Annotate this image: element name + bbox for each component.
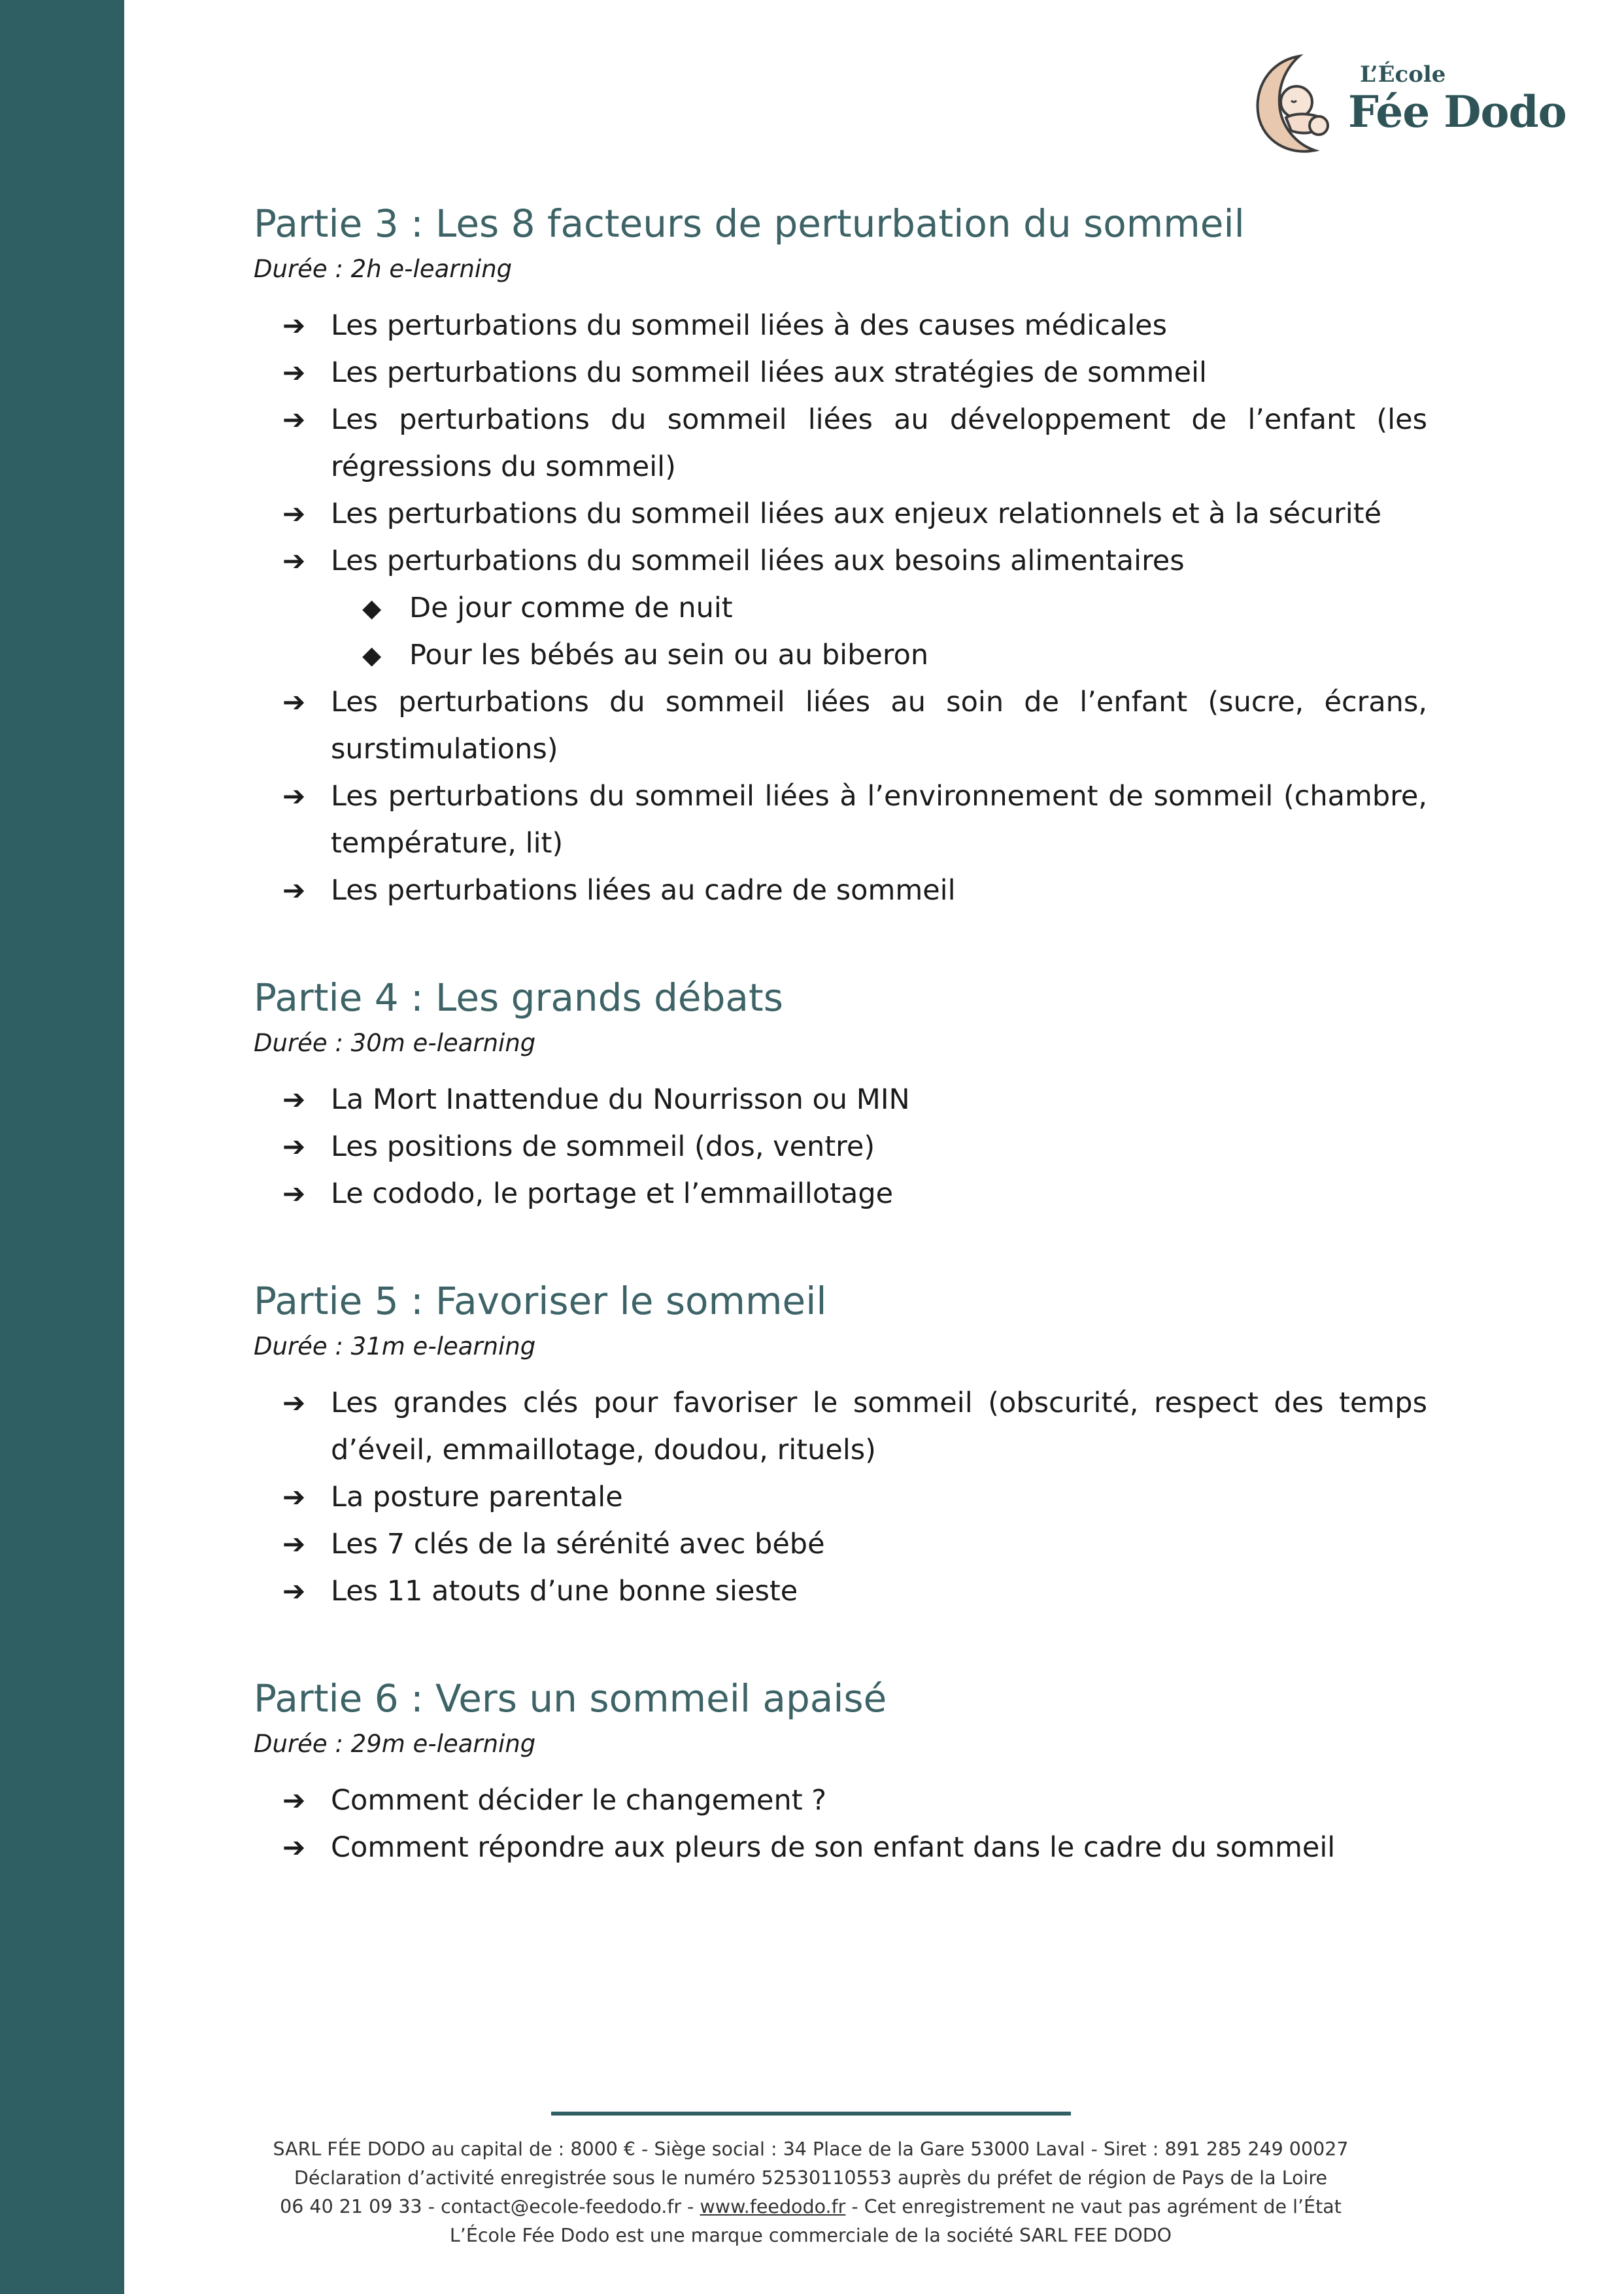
logo-line-2: Fée Dodo (1348, 86, 1566, 137)
sub-topic-list (254, 584, 1427, 679)
footer-line-company: SARL FÉE DODO au capital de : 8000 € - Siège social : 34 Place de la Gare 53000 Laval - Siret : 891 285 249 00027 (273, 2138, 1349, 2160)
arrow-right-icon: ➔ (282, 309, 306, 341)
list-item (254, 1076, 1427, 1123)
section-title: Partie 5 : Favoriser le sommeil (254, 1279, 827, 1323)
list-item (254, 1824, 1427, 1871)
section-title: Partie 3 : Les 8 facteurs de perturbation du sommeil (254, 201, 1245, 246)
list-item-text: Les 7 clés de la sérénité avec bébé (331, 1528, 825, 1560)
list-item-text: Les perturbations du sommeil liées aux enjeux relationnels et à la sécurité (331, 498, 1382, 530)
footer-line-declaration: Déclaration d’activité enregistrée sous le numéro 52530110553 auprès du préfet de région de Pays de la Loire (294, 2167, 1328, 2189)
arrow-right-icon: ➔ (282, 780, 306, 812)
arrow-right-icon: ➔ (282, 1831, 306, 1863)
section-partie-5 (254, 1274, 1427, 1615)
list-item-text: La posture parentale (331, 1481, 623, 1513)
list-item (254, 1170, 1427, 1217)
list-item (254, 302, 1427, 349)
section-duration: Durée : 31m e-learning (254, 1332, 536, 1360)
list-item (254, 1521, 1427, 1568)
list-item-text: Les perturbations du sommeil liées aux besoins alimentaires (331, 545, 1185, 577)
list-item-text: Les perturbations liées au cadre de sommeil (331, 874, 956, 907)
arrow-right-icon: ➔ (282, 874, 306, 906)
list-item-text: Les perturbations du sommeil liées au développement de l’enfant (les régressions du sommeil) (331, 403, 1427, 483)
sub-list-item (254, 584, 1427, 632)
arrow-right-icon: ➔ (282, 545, 306, 577)
footer-line-brand: L’École Fée Dodo est une marque commerciale de la société SARL FEE DODO (449, 2225, 1172, 2246)
topic-list (254, 679, 1427, 914)
list-item (254, 490, 1427, 537)
list-item (254, 537, 1427, 584)
section-duration: Durée : 29m e-learning (254, 1730, 536, 1758)
diamond-bullet-icon: ◆ (362, 594, 382, 622)
list-item (254, 396, 1427, 490)
list-item (254, 773, 1427, 867)
footer-notice-text: - Cet enregistrement ne vaut pas agrément de l’État (845, 2196, 1342, 2218)
list-item-text: Les grandes clés pour favoriser le sommeil (obscurité, respect des temps d’éveil, emmaillotage, doudou, rituels) (331, 1387, 1427, 1466)
section-title: Partie 6 : Vers un sommeil apaisé (254, 1676, 887, 1721)
arrow-right-icon: ➔ (282, 1130, 306, 1162)
section-partie-3 (254, 196, 1427, 914)
section-partie-4 (254, 970, 1427, 1217)
sidebar-band (0, 0, 124, 2294)
list-item (254, 1568, 1427, 1615)
list-item-text: Comment répondre aux pleurs de son enfant dans le cadre du sommeil (331, 1831, 1336, 1864)
list-item-text: Comment décider le changement ? (331, 1784, 827, 1817)
section-partie-6 (254, 1671, 1427, 1871)
topic-list (254, 302, 1427, 584)
arrow-right-icon: ➔ (282, 498, 306, 530)
footer-divider (551, 2112, 1071, 2116)
sub-list-item-text: Pour les bébés au sein ou au biberon (409, 639, 929, 671)
logo-line-1: L’École (1360, 61, 1446, 88)
section-duration: Durée : 30m e-learning (254, 1029, 536, 1057)
list-item (254, 349, 1427, 396)
list-item-text: Les positions de sommeil (dos, ventre) (331, 1130, 875, 1163)
diamond-bullet-icon: ◆ (362, 641, 382, 669)
arrow-right-icon: ➔ (282, 1575, 306, 1607)
footer-contact-text: 06 40 21 09 33 - contact@ecole-feedodo.fr - (280, 2196, 700, 2218)
arrow-right-icon: ➔ (282, 356, 306, 388)
topic-list (254, 1379, 1427, 1615)
list-item-text: Les 11 atouts d’une bonne sieste (331, 1575, 798, 1608)
arrow-right-icon: ➔ (282, 1784, 306, 1816)
list-item (254, 1777, 1427, 1824)
list-item (254, 1379, 1427, 1474)
sub-list-item (254, 632, 1427, 679)
list-item (254, 867, 1427, 914)
logo (1245, 52, 1585, 157)
list-item (254, 1474, 1427, 1521)
section-title: Partie 4 : Les grands débats (254, 975, 783, 1020)
sub-list-item-text: De jour comme de nuit (409, 592, 733, 624)
arrow-right-icon: ➔ (282, 686, 306, 718)
arrow-right-icon: ➔ (282, 403, 306, 435)
topic-list (254, 1076, 1427, 1217)
list-item-text: Les perturbations du sommeil liées à des causes médicales (331, 309, 1168, 342)
footer-line-contact (248, 2193, 1373, 2221)
topic-list (254, 1777, 1427, 1871)
arrow-right-icon: ➔ (282, 1481, 306, 1513)
list-item (254, 679, 1427, 773)
footer (248, 2135, 1373, 2250)
website-link[interactable]: www.feedodo.fr (700, 2196, 846, 2218)
list-item (254, 1123, 1427, 1170)
arrow-right-icon: ➔ (282, 1387, 306, 1419)
list-item-text: La Mort Inattendue du Nourrisson ou MIN (331, 1083, 910, 1116)
moon-baby-icon (1245, 52, 1344, 157)
arrow-right-icon: ➔ (282, 1083, 306, 1115)
arrow-right-icon: ➔ (282, 1528, 306, 1560)
section-duration: Durée : 2h e-learning (254, 255, 513, 283)
arrow-right-icon: ➔ (282, 1177, 306, 1209)
program-content (254, 196, 1427, 1927)
list-item-text: Les perturbations du sommeil liées aux stratégies de sommeil (331, 356, 1207, 389)
list-item-text: Les perturbations du sommeil liées au soin de l’enfant (sucre, écrans, surstimulations) (331, 686, 1427, 766)
list-item-text: Les perturbations du sommeil liées à l’environnement de sommeil (chambre, température, lit) (331, 780, 1427, 860)
list-item-text: Le cododo, le portage et l’emmaillotage (331, 1177, 894, 1210)
